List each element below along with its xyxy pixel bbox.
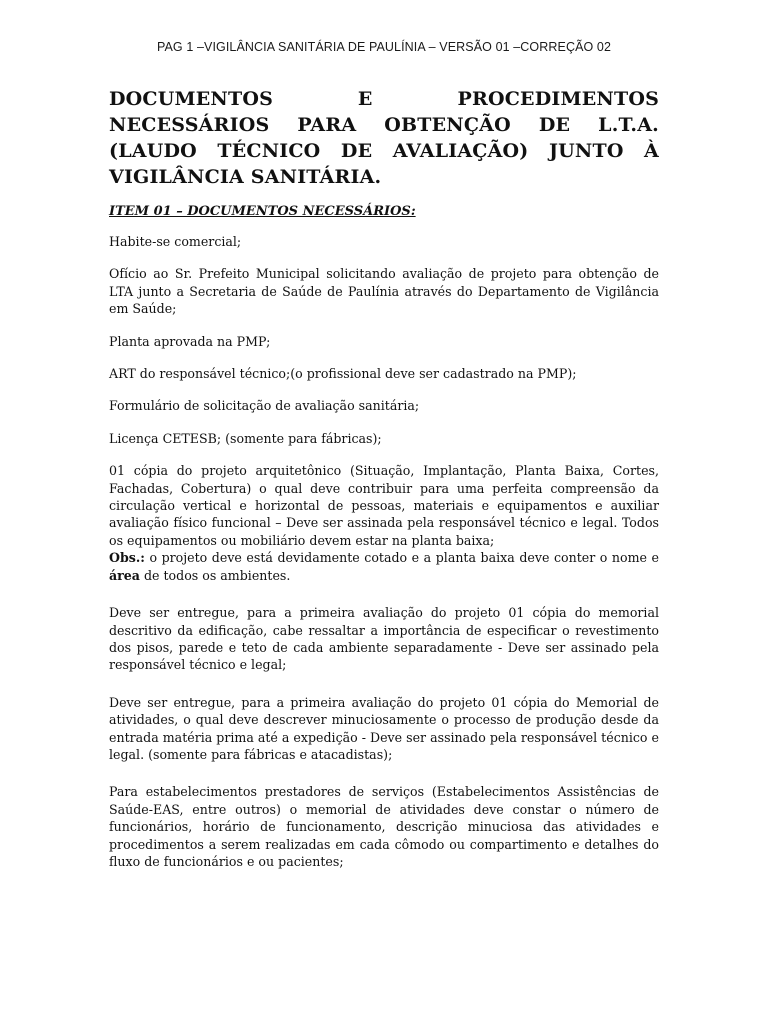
- page-header: PAG 1 –VIGILÂNCIA SANITÁRIA DE PAULÍNIA – VERSÃO 01 –CORREÇÃO 02: [156, 40, 612, 54]
- paragraph-oficio: Ofício ao Sr. Prefeito Municipal solicitando avaliação de projeto para obtenção de LTA junto a Secretaria de Saúde de Paulínia através do Departamento de Vigilância em Saúde;: [109, 266, 659, 317]
- paragraph-planta-aprovada: Planta aprovada na PMP;: [109, 333, 271, 349]
- document-title: DOCUMENTOS E PROCEDIMENTOS NECESSÁRIOS PARA OBTENÇÃO DE L.T.A. (LAUDO TÉCNICO DE AVALIAÇÃO) JUNTO À VIGILÂNCIA SANITÁRIA.: [109, 88, 659, 188]
- paragraph-obs: [109, 549, 659, 584]
- paragraph-projeto-arquitetonico: 01 cópia do projeto arquitetônico (Situação, Implantação, Planta Baixa, Cortes, Fachadas, Cobertura) o qual deve contribuir para uma perfeita compreensão da circulação vertical e horizontal de pessoas, materiais e equipamentos e auxiliar avaliação físico funcional – Deve ser assinada pela responsável técnico e legal. Todos os equipamentos ou mobiliário devem estar na planta baixa;: [109, 463, 659, 548]
- item-01-heading: ITEM 01 – DOCUMENTOS NECESSÁRIOS:: [109, 204, 416, 219]
- document-body: [109, 86, 659, 885]
- obs-text-after: de todos os ambientes.: [139, 567, 291, 583]
- obs-bold-word: área: [109, 567, 140, 583]
- paragraph-habite-se: Habite-se comercial;: [109, 234, 242, 249]
- obs-label: Obs.:: [109, 550, 145, 566]
- obs-text-before: o projeto deve está devidamente cotado e a planta baixa deve conter o nome e: [144, 550, 659, 566]
- paragraph-memorial-atividades: Deve ser entregue, para a primeira avaliação do projeto 01 cópia do Memorial de atividades, o qual deve descrever minuciosamente o processo de produção desde da entrada matéria prima até a expedição - Deve ser assinado pela responsável técnico e legal. (somente para fábricas e atacadistas);: [109, 694, 659, 762]
- paragraph-licenca-cetesb: Licença CETESB; (somente para fábricas);: [109, 430, 382, 446]
- paragraph-art: ART do responsável técnico;(o profissional deve ser cadastrado na PMP);: [109, 366, 577, 382]
- paragraph-prestadores-servicos: Para estabelecimentos prestadores de serviços (Estabelecimentos Assistências de Saúde-EAS, entre outros) o memorial de atividades deve constar o número de funcionários, horário de funcionamento, descrição minuciosa das atividades e procedimentos a serem realizadas em cada cômodo ou compartimento e detalhes do fluxo de funcionários e ou pacientes;: [109, 784, 659, 869]
- paragraph-memorial-descritivo: Deve ser entregue, para a primeira avaliação do projeto 01 cópia do memorial descritivo da edificação, cabe ressaltar a importância de especificar o revestimento dos pisos, parede e teto de cada ambiente separadamente - Deve ser assinado pela responsável técnico e legal;: [109, 605, 659, 673]
- paragraph-formulario: Formulário de solicitação de avaliação sanitária;: [109, 398, 420, 414]
